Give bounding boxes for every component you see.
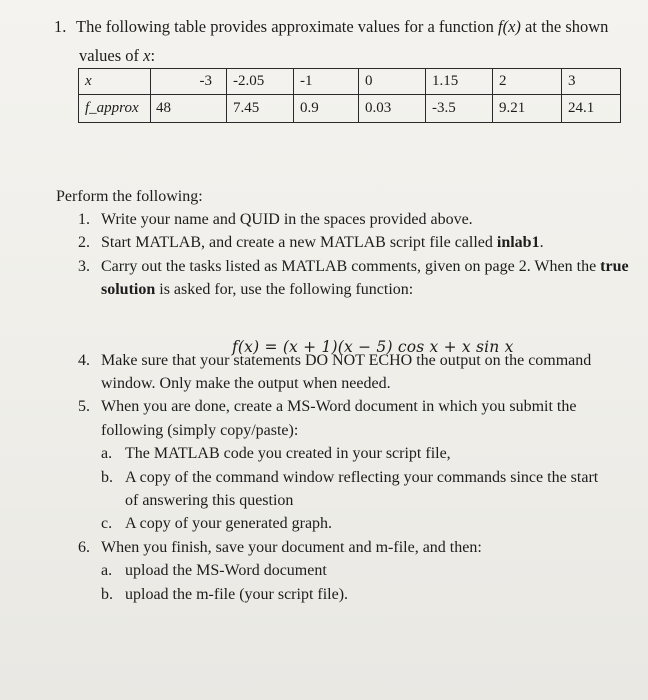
table-row-x	[79, 69, 621, 95]
step-text: Carry out the tasks listed as MATLAB comments, given on page 2. When the	[101, 257, 601, 275]
question-line-1	[54, 15, 608, 39]
list-item	[78, 208, 648, 231]
step-text: When you finish, save your document and m-file, and then:	[101, 538, 482, 556]
step-text: window. Only make the output when needed.	[101, 375, 391, 393]
step-number: 3.	[78, 257, 90, 275]
table-cell: -2.05	[227, 69, 294, 95]
list-item	[78, 255, 648, 302]
sub-label: b.	[101, 468, 113, 486]
table-cell: -1	[294, 69, 359, 95]
sub-label: b.	[101, 585, 113, 603]
step-bold: true	[600, 257, 629, 275]
sub-item	[101, 559, 648, 582]
question-line2-part1: values of	[79, 46, 144, 65]
sub-label: a.	[101, 562, 113, 580]
list-item	[78, 395, 648, 535]
table-cell-label: f_approx	[79, 95, 151, 123]
step-end: .	[539, 234, 544, 252]
step-number: 4.	[78, 351, 90, 369]
sub-item	[101, 466, 648, 513]
question-line2-var: x	[143, 46, 151, 65]
table-cell: 7.45	[227, 95, 294, 123]
sub-list	[101, 442, 648, 536]
sub-label: a.	[101, 445, 113, 463]
step-text: Make sure that your statements DO NOT ECHO the output on the command	[101, 351, 592, 369]
sub-text: The MATLAB code you created in your script file,	[125, 445, 451, 463]
step-number: 1.	[78, 211, 90, 228]
question-number: 1.	[54, 17, 67, 36]
sub-text: A copy of the command window reflecting your commands since the start	[125, 468, 599, 486]
list-item	[78, 536, 648, 606]
step-number: 5.	[78, 398, 90, 416]
sub-item	[101, 442, 648, 465]
table-cell: 3	[562, 69, 621, 95]
sub-label: c.	[101, 515, 113, 533]
step-bold: inlab1	[496, 234, 540, 252]
step-number: 2.	[78, 234, 90, 252]
question-intro-part1: The following table provides approximate values for a function	[76, 17, 498, 36]
question-line2-part2: :	[150, 46, 156, 65]
values-table	[78, 68, 621, 123]
sub-text: A copy of your generated graph.	[125, 515, 333, 533]
sub-item	[101, 512, 648, 535]
step-text: is asked for, use the following function:	[155, 281, 414, 299]
sub-text: upload the m-file (your script file).	[125, 585, 349, 603]
sub-text: upload the MS-Word document	[125, 562, 327, 580]
question-line-2	[79, 46, 155, 66]
table-cell: -3	[151, 69, 227, 95]
step-text: Write your name and QUID in the spaces provided above.	[101, 211, 473, 228]
sub-text: of answering this question	[125, 492, 294, 510]
sub-list	[101, 559, 648, 606]
step-bold: solution	[101, 281, 156, 299]
table-cell: 0	[359, 69, 426, 95]
table-cell: 24.1	[562, 95, 621, 123]
table-cell: 0.03	[359, 95, 426, 123]
table-cell-label: x	[79, 69, 151, 95]
function-formula: f(x) = (x + 1)(x − 5) cos x + x sin x	[232, 338, 514, 356]
question-intro-part2: at the shown	[520, 17, 609, 36]
step-number: 6.	[78, 538, 90, 556]
steps-list	[78, 208, 648, 606]
table-cell: -3.5	[426, 95, 493, 123]
table-cell: 48	[151, 95, 227, 123]
step-text: Start MATLAB, and create a new MATLAB script file called	[101, 234, 497, 252]
list-item	[78, 231, 648, 254]
table-cell: 0.9	[294, 95, 359, 123]
table-cell: 1.15	[426, 69, 493, 95]
table-row-f	[79, 95, 621, 123]
step-text: When you are done, create a MS-Word document in which you submit the	[101, 398, 577, 416]
perform-heading: Perform the following:	[56, 188, 203, 205]
step-text: following (simply copy/paste):	[101, 421, 299, 439]
sub-item	[101, 583, 648, 606]
table-cell: 2	[493, 69, 562, 95]
question-intro-func: f(x)	[498, 17, 521, 36]
table-cell: 9.21	[493, 95, 562, 123]
